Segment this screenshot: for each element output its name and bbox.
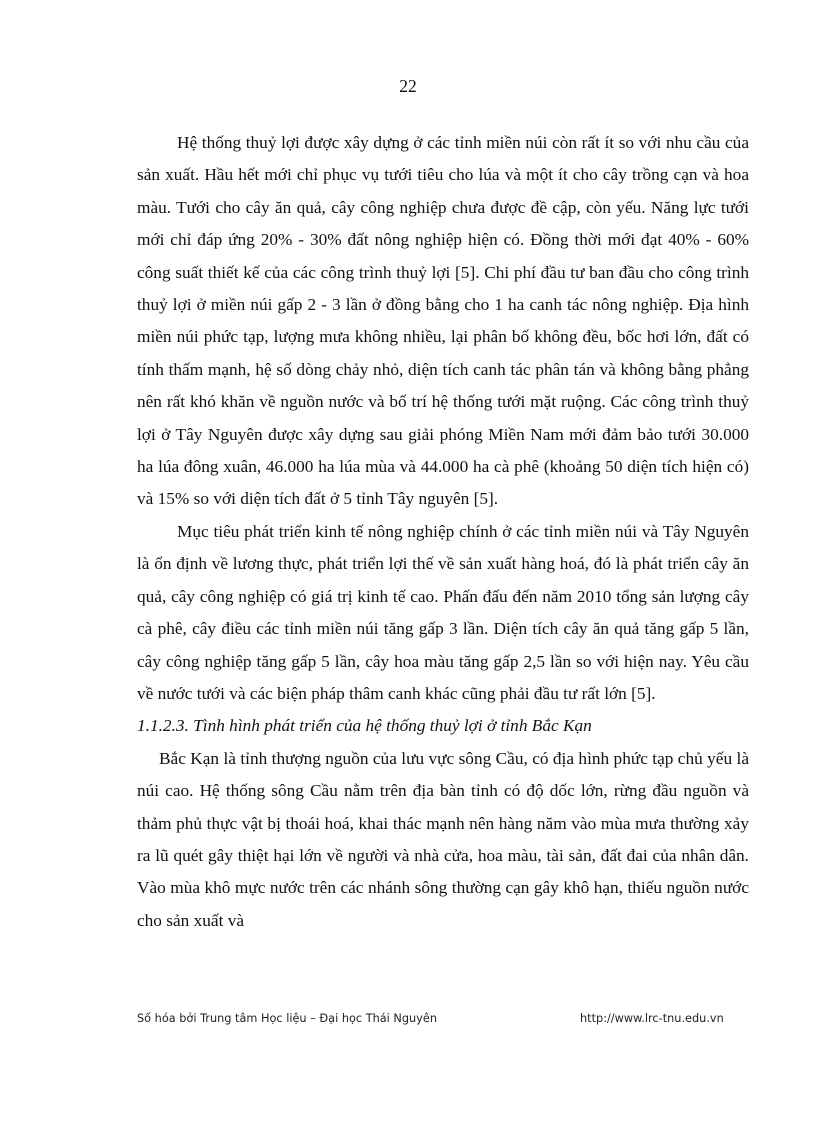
page-number: 22 [399, 76, 417, 96]
body-paragraph: Bắc Kạn là tỉnh thượng nguồn của lưu vực sông Cầu, có địa hình phức tạp chủ yếu là núi cao. Hệ thống sông Cầu nằm trên địa bàn tỉnh có độ dốc lớn, rừng đầu nguồn và thảm phủ thực vật bị thoái hoá, khai thác mạnh nên hàng năm vào mùa mưa thường xảy ra lũ quét gây thiệt hại lớn về người và nhà cửa, hoa màu, tài sản, đất đai của nhân dân. Vào mùa khô mực nước trên các nhánh sông thường cạn gây khô hạn, thiếu nguồn nước cho sản xuất và [137, 748, 749, 930]
section-heading: 1.1.2.3. Tình hình phát triển của hệ thống thuỷ lợi ở tỉnh Bắc Kạn [137, 716, 592, 736]
document-body [137, 127, 749, 937]
footer-url: http://www.lrc-tnu.edu.vn [580, 1012, 724, 1025]
body-paragraph: Hệ thống thuỷ lợi được xây dựng ở các tỉnh miền núi còn rất ít so với nhu cầu của sản xuất. Hầu hết mới chỉ phục vụ tưới tiêu cho lúa và một ít cho cây trồng cạn và hoa màu. Tưới cho cây ăn quả, cây công nghiệp chưa được đề cập, còn yếu. Năng lực tưới mới chỉ đáp ứng 20% - 30% đất nông nghiệp hiện có. Đồng thời mới đạt 40% - 60% công suất thiết kế của các công trình thuỷ lợi [5]. Chi phí đầu tư ban đầu cho công trình thuỷ lợi ở miền núi gấp 2 - 3 lần ở đồng bằng cho 1 ha canh tác nông nghiệp. Địa hình miền núi phức tạp, lượng mưa không nhiều, lại phân bố không đều, bốc hơi lớn, đất có tính thấm mạnh, hệ số dòng chảy nhỏ, diện tích canh tác phân tán và không bằng phẳng nên rất khó khăn về nguồn nước và bố trí hệ thống tưới mặt ruộng. Các công trình thuỷ lợi ở Tây Nguyên được xây dựng sau giải phóng Miền Nam mới đảm bảo tưới 30.000 ha lúa đông xuân, 46.000 ha lúa mùa và 44.000 ha cà phê (khoảng 50 diện tích hiện có) và 15% so với diện tích đất ở 5 tỉnh Tây nguyên [5]. [137, 133, 749, 509]
footer-source-text: Số hóa bởi Trung tâm Học liệu – Đại học Thái Nguyên [137, 1012, 437, 1025]
body-paragraph: Mục tiêu phát triển kinh tế nông nghiệp chính ở các tỉnh miền núi và Tây Nguyên là ổn định về lương thực, phát triển lợi thế về sản xuất hàng hoá, đó là phát triển cây ăn quả, cây công nghiệp có giá trị kinh tế cao. Phấn đấu đến năm 2010 tổng sản lượng cây cà phê, cây điều các tỉnh miền núi tăng gấp 3 lần. Diện tích cây ăn quả tăng gấp 5 lần, cây công nghiệp tăng gấp 5 lần, cây hoa màu tăng gấp 2,5 lần so với hiện nay. Yêu cầu về nước tưới và các biện pháp thâm canh khác cũng phải đầu tư rất lớn [5]. [137, 521, 749, 703]
